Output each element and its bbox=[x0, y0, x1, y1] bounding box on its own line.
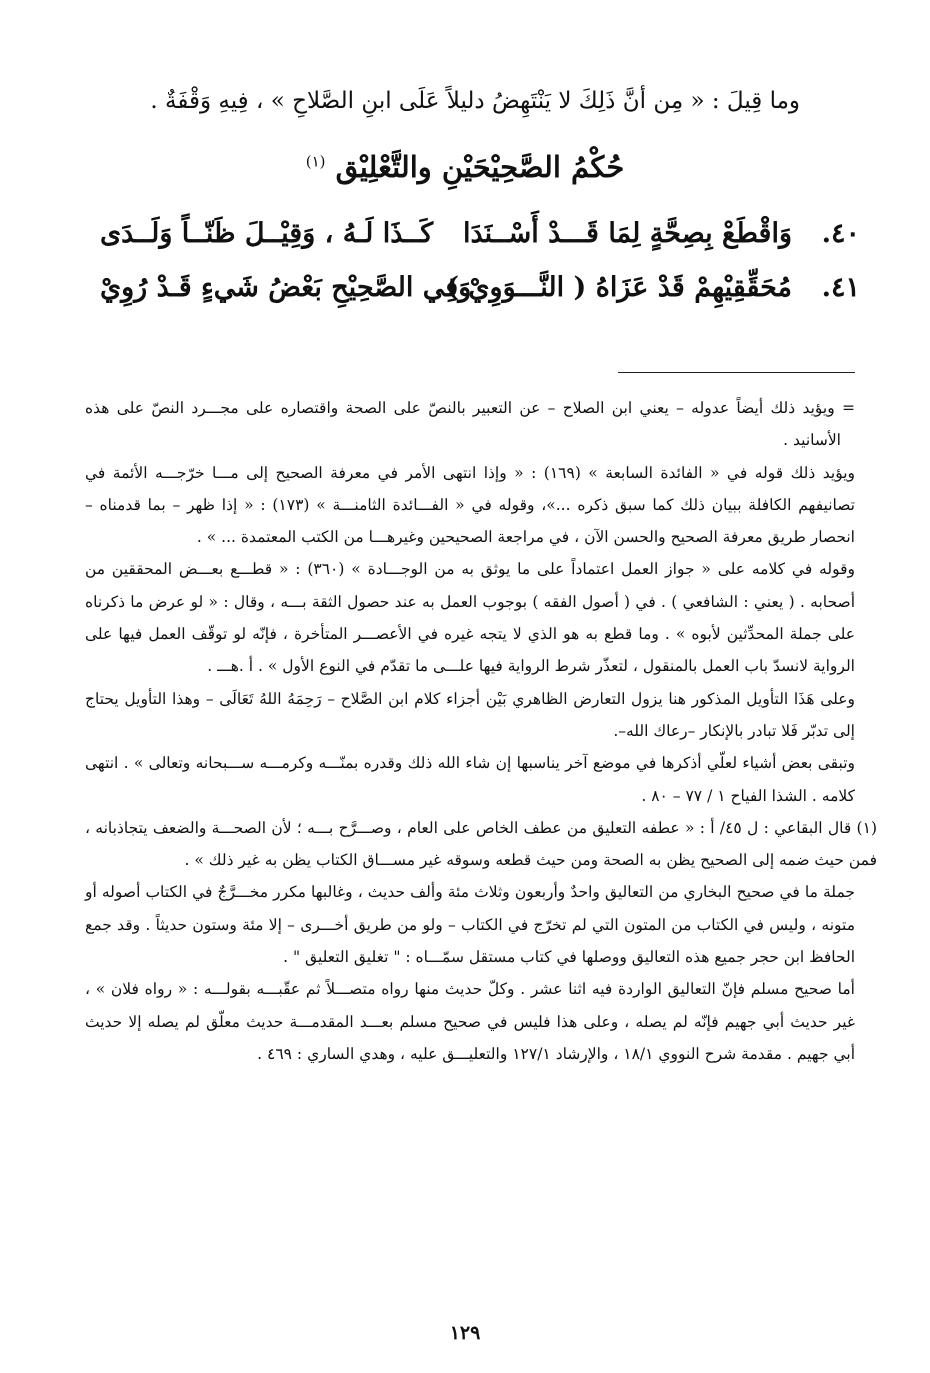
page-number: ١٢٩ bbox=[449, 1322, 481, 1344]
footnote-paragraph: = ويؤيد ذلك أيضاً عدوله – يعني ابن الصلاح – عن التعبير بالنصّ على الصحة واقتصاره على مجـــرد النصّ على هذه الأسانيد . bbox=[85, 399, 855, 450]
footnote-marker: (١) bbox=[305, 152, 326, 171]
verse-first-hemistich: وَاقْطَعْ بِصِحَّةٍ لِمَا قَـــدْ أَسْــنَدَا bbox=[462, 218, 792, 249]
verse-first-hemistich: مُحَقِّقِيْهِمْ قَدْ عَزَاهُ ( النَّـــوَوِيْ ) bbox=[446, 272, 792, 303]
footnote-paragraph: جملة ما في صحيح البخاري من التعاليق واحدٌ وأربعون وثلاث مئة وألف حديث ، وغالبها مكرر مخـــرَّجٌ في الكتاب أصوله أو متونه ، وليس في الكتاب من المتون التي لم تخرّج في الكتاب – ولو من طريق أخـــرى – إلا مئة وستون حديثاً . وقد جمع الحافظ ابن حجر جميع هذه التعاليق ووصلها في كتاب مستقل سمّـــاه : " تغليق التعليق " . bbox=[85, 883, 855, 967]
verse-number: ٤٠. bbox=[821, 218, 860, 249]
verse-second-hemistich: كَــذَا لَـهُ ، وَقِيْــلَ ظَنّــاً وَلَــدَى bbox=[100, 218, 434, 249]
verse-second-hemistich: وَفِي الصَّحِيْحِ بَعْضُ شَيءٍ قَـدْ رُوِيْ bbox=[100, 272, 472, 303]
intro-paragraph: وما قِيلَ : « مِن أنَّ ذَلِكَ لا يَنْتَهِضُ دليلاً عَلَى ابنِ الصَّلاحِ » ، فِيهِ وَقْفَةٌ . bbox=[150, 88, 800, 114]
section-title: حُكْمُ الصَّحِيْحَيْنِ والتَّعْلِيْق bbox=[335, 150, 625, 184]
footnote-paragraph: أما صحيح مسلم فإنّ التعاليق الواردة فيه اثنا عشر . وكلّ حديث منها رواه متصـــلاً ثم عقّبـــه بقولـــه : « رواه فلان » ، غير حديث أبي جهيم فإنّه لم يصله ، وعلى هذا فليس في صحيح مسلم بعـــد المقدمـــة حديث معلّق لم يصله إلا حديث أبي جهيم . مقدمة شرح النووي ١٨/١ ، والإرشاد ١٢٧/١ والتعليـــق عليه ، وهدي الساري : ٤٦٩ . bbox=[85, 980, 855, 1063]
footnote-paragraph: ويؤيد ذلك قوله في « الفائدة السابعة » (١٦٩) : « وإذا انتهى الأمر في معرفة الصحيح إلى مـــا خرّجـــه الأئمة في تصانيفهم الكافلة ببيان ذلك كما سبق ذكره ...»، وقوله في « الفـــائدة الثامنـــة » (١٧٣) : « إذا ظهر – بما قدمناه – انحصار طريق معرفة الصحيح والحسن الآن ، في مراجعة الصحيحين وغيرهـــا من الكتب المعتمدة ... » . bbox=[85, 463, 856, 547]
section-heading bbox=[0, 150, 930, 184]
footnote-paragraph: وقوله في كلامه على « جواز العمل اعتماداً على ما يوثق به من الوجـــادة » (٣٦٠) : « قطـــع بعـــض المحققين من أصحابه . ( يعني : الشافعي ) . في ( أصول الفقه ) بوجوب العمل به عند حصول الثقة بـــه ، وقال : « لو عرض ما ذكرناه على جملة المحدِّثين لأبوه » . وما قطع به هو الذي لا يتجه غيره في الأعصـــر المتأخرة ، فإنّه لو توقّف العمل فيها على الرواية لانسدّ باب العمل بالمنقول ، لتعذّر شرط الرواية فيها علـــى ما تقدّم في النوع الأول » . أ .هـــ . bbox=[85, 560, 855, 676]
footnote-separator bbox=[618, 372, 855, 373]
footnote-paragraph: وتبقى بعض أشياء لعلّي أذكرها في موضع آخر يناسبها إن شاء الله ذلك وقدره بمنّـــه وكرمـــه ســـبحانه وتعالى » . انتهى كلامه . الشذا الفياح ١ / ٧٧ – ٨٠ . bbox=[85, 754, 855, 805]
verse-41 bbox=[100, 272, 860, 324]
footnote-paragraph: وعلى هَذَا التأويل المذكور هنا يزول التعارض الظاهري بَيْن أجزاء كلام ابن الصَّلاح – رَحِمَهُ اللهُ تَعَالَى – وهذا التأويل يحتاج إلى تدبّر فَلا تبادر بالإنكار –رعاك الله–. bbox=[85, 689, 855, 740]
verse-40 bbox=[100, 218, 860, 270]
footnote-1: (١) قال البقاعي : ل ٤٥/ أ : « عطفه التعليق من عطف الخاص على العام ، وصـــرَّح بـــه ؛ لأن الصحـــة والضعف يتجاذبانه ، فمن حيث ضمه إلى الصحيح يظن به الصحة ومن حيث قطعه وسوقه غير مســـاق الكتاب يظن به غير ذلك » . bbox=[85, 818, 877, 870]
footnotes bbox=[85, 392, 877, 1070]
verse-number: ٤١. bbox=[821, 272, 860, 303]
